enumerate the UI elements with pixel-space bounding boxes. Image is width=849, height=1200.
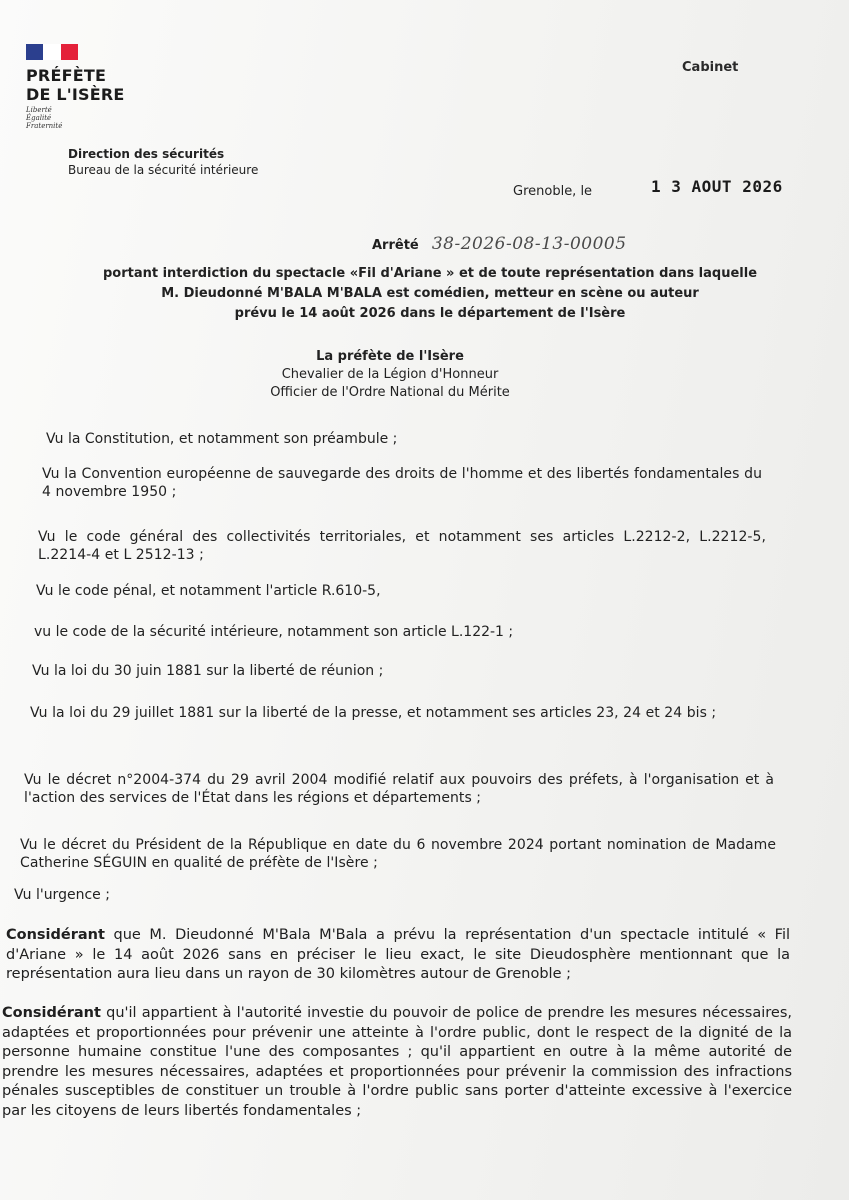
subject-line: portant interdiction du spectacle «Fil d'Ariane » et de toute représentation dans laquelle <box>102 266 758 281</box>
visa-paragraph: Vu le code pénal, et notamment l'article R.610-5, <box>36 583 381 599</box>
considerant-paragraph <box>6 926 790 985</box>
signer-block <box>230 348 550 402</box>
subject-line: M. Dieudonné M'BALA M'BALA est comédien, metteur en scène ou auteur <box>161 286 699 301</box>
date-line <box>513 177 783 199</box>
considerant-lead: Considérant <box>2 1005 101 1021</box>
signer-title: La préfète de l'Isère <box>316 349 464 364</box>
prefecture-logo <box>26 44 125 130</box>
signer-honour-2: Officier de l'Ordre National du Mérite <box>270 385 510 400</box>
marianne-flag-icon <box>26 44 78 60</box>
visa-paragraph: Vu la loi du 30 juin 1881 sur la liberté de réunion ; <box>32 663 384 679</box>
place-label: Grenoble, le <box>513 184 593 199</box>
direction-name: Direction des sécurités <box>68 147 225 161</box>
visa-paragraph: Vu la Convention européenne de sauvegarde des droits de l'homme et des libertés fondamentales du 4 novembre 1950 ; <box>42 466 762 500</box>
visa-paragraph: vu le code de la sécurité intérieure, notamment son article L.122-1 ; <box>34 624 514 640</box>
logo-title <box>26 66 125 104</box>
bureau-name: Bureau de la sécurité intérieure <box>68 163 259 177</box>
page-bottom-clip <box>0 1000 849 1200</box>
arrete-label: Arrêté <box>372 238 419 253</box>
cabinet-label: Cabinet <box>682 60 739 75</box>
considerant-paragraph <box>2 1004 792 1121</box>
considerant-text: qu'il appartient à l'autorité investie du pouvoir de police de prendre les mesures nécessaires, adaptées et proportionnées pour prévenir une atteinte à l'ordre public, dont le respect de la dignité de la personne humaine constitue l'une des composantes ; qu'il appartient en outre à la même autorité de prendre les mesures nécessaires, adaptées et proportionnées pour prévenir la commission des infractions pénales susceptibles de constituer un trouble à l'ordre public sans porter d'atteinte excessive à l'exercice par les citoyens de leurs libertés fondamentales ; <box>2 1005 792 1119</box>
arrete-heading <box>372 234 627 254</box>
signer-honour-1: Chevalier de la Légion d'Honneur <box>281 367 499 382</box>
motto-fraternite: Fraternité <box>26 122 63 130</box>
visa-paragraph: Vu le code général des collectivités territoriales, et notamment ses articles L.2212-2, L.2212-5, L.2214-4 et L 2512-13 ; <box>38 529 766 563</box>
visa-paragraph: Vu le décret n°2004-374 du 29 avril 2004 modifié relatif aux pouvoirs des préfets, à l'organisation et à l'action des services de l'État dans les régions et départements ; <box>24 772 774 806</box>
logo-line-1: PRÉFÈTE <box>26 66 107 85</box>
arrete-subject <box>60 264 800 324</box>
subject-line: prévu le 14 août 2026 dans le département de l'Isère <box>234 306 626 321</box>
visa-paragraph: Vu l'urgence ; <box>14 887 110 903</box>
issuing-direction <box>68 146 258 178</box>
logo-line-2: DE L'ISÈRE <box>26 85 125 104</box>
date-stamp: 1 3 AOUT 2026 <box>651 177 783 196</box>
arrete-number: 38-2026-08-13-00005 <box>431 234 627 254</box>
visa-paragraph: Vu le décret du Président de la République en date du 6 novembre 2024 portant nomination de Madame Catherine SÉGUIN en qualité de préfète de l'Isère ; <box>20 837 776 871</box>
considerant-lead: Considérant <box>6 927 105 943</box>
considerant-text: que M. Dieudonné M'Bala M'Bala a prévu la représentation d'un spectacle intitulé « Fil d'Ariane » le 14 août 2026 sans en préciser le lieu exact, le site Dieudosphère mentionnant que la représentation aura lieu dans un rayon de 30 kilomètres autour de Grenoble ; <box>6 927 790 982</box>
republic-motto <box>26 106 125 130</box>
motto-liberte: Liberté <box>26 106 52 114</box>
motto-egalite: Égalité <box>26 114 52 122</box>
visa-paragraph: Vu la loi du 29 juillet 1881 sur la liberté de la presse, et notamment ses articles 23, 24 et 24 bis ; <box>30 705 717 721</box>
visa-paragraph: Vu la Constitution, et notamment son préambule ; <box>46 431 398 447</box>
